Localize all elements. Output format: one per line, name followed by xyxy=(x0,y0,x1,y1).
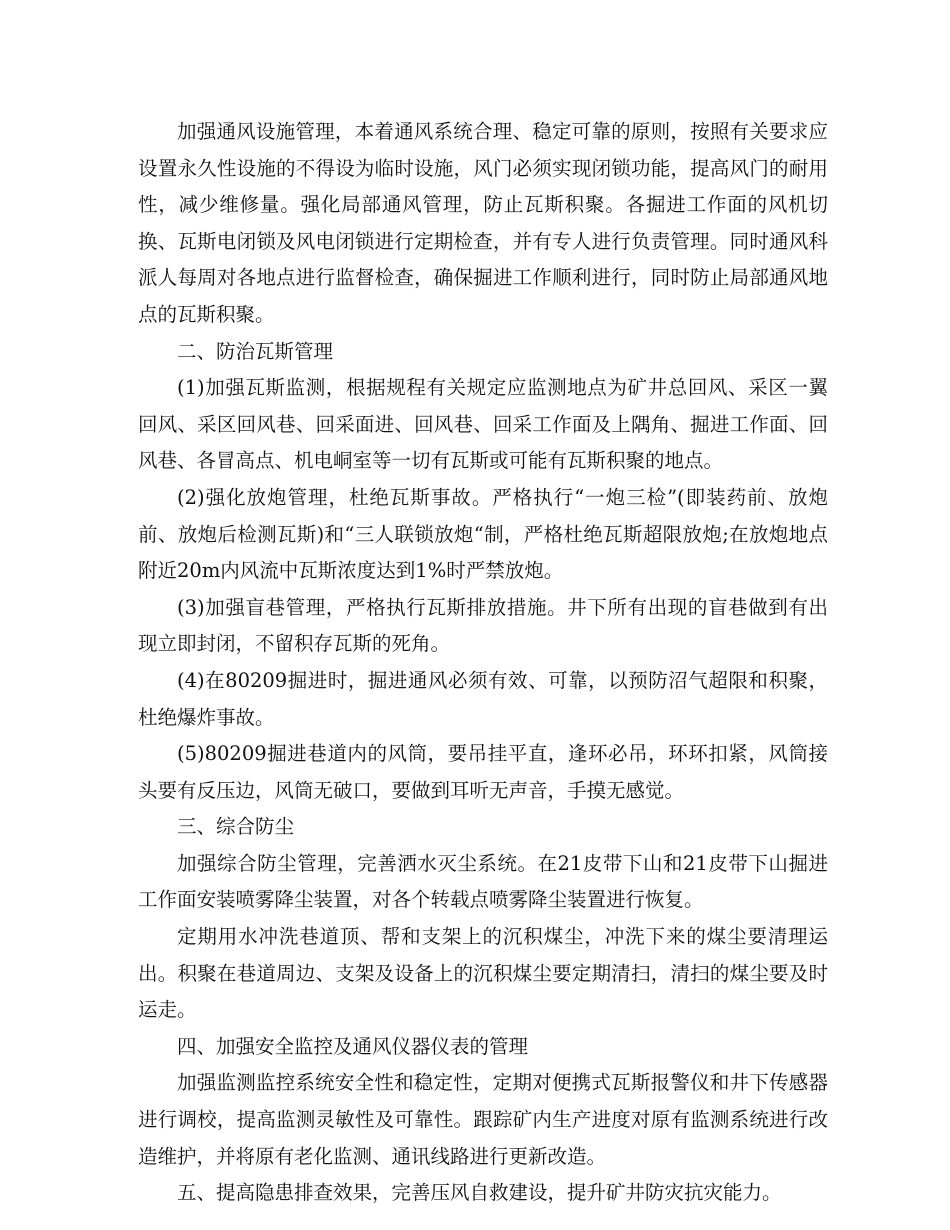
paragraph-80209-air-duct: (5)80209掘进巷道内的风筒，要吊挂平直，逢环必吊，环环扣紧，风筒接头要有反压边，风筒无破口，要做到耳听无声音，手摸无感觉。 xyxy=(138,742,828,802)
section-heading-monitoring-instruments: 四、加强安全监控及通风仪器仪表的管理 xyxy=(177,1034,529,1058)
paragraph-spray-dust: 加强综合防尘管理，完善洒水灭尘系统。在21皮带下山和21皮带下山掘进工作面安装喷雾降尘装置，对各个转载点喷雾降尘装置进行恢复。 xyxy=(138,851,828,912)
section-heading-gas-control: 二、防治瓦斯管理 xyxy=(177,339,334,363)
paragraph-blasting-management: (2)强化放炮管理，杜绝瓦斯事故。严格执行“一炮三检”(即装药前、放炮前、放炮后检测瓦斯)和“三人联锁放炮“制，严格杜绝瓦斯超限放炮;在放炮地点附近20m内风流中瓦斯浓度达到1%时严禁放炮。 xyxy=(138,485,828,583)
section-heading-dust-prevention: 三、综合防尘 xyxy=(177,815,295,839)
paragraph-coal-dust-cleaning: 定期用水冲洗巷道顶、帮和支架上的沉积煤尘，冲洗下来的煤尘要清理运出。积聚在巷道周边、支架及设备上的沉积煤尘要定期清扫，清扫的煤尘要及时运走。 xyxy=(138,925,828,1022)
paragraph-gas-monitoring: (1)加强瓦斯监测，根据规程有关规定应监测地点为矿井总回风、采区一翼回风、采区回风巷、回采面进、回风巷、回采工作面及上隅角、掘进工作面、回风巷、各冒高点、机电峒室等一切有瓦斯或可能有瓦斯积聚的地点。 xyxy=(138,376,828,473)
document-body xyxy=(138,114,828,1212)
paragraph-monitoring-system: 加强监测监控系统安全性和稳定性，定期对便携式瓦斯报警仪和井下传感器进行调校，提高监测灵敏性及可靠性。跟踪矿内生产进度对原有监测系统进行改造维护，并将原有老化监测、通讯线路进行更新改造。 xyxy=(138,1071,828,1168)
section-heading-hazard-inspection: 五、提高隐患排查效果，完善压风自救建设，提升矿井防灾抗灾能力。 xyxy=(177,1181,782,1205)
paragraph-80209-ventilation: (4)在80209掘进时，掘进通风必须有效、可靠，以预防沼气超限和积聚，杜绝爆炸事故。 xyxy=(138,668,828,729)
paragraph-blind-roadway: (3)加强盲巷管理，严格执行瓦斯排放措施。井下所有出现的盲巷做到有出现立即封闭，不留积存瓦斯的死角。 xyxy=(138,595,828,656)
paragraph-ventilation-facilities: 加强通风设施管理，本着通风系统合理、稳定可靠的原则，按照有关要求应设置永久性设施的不得设为临时设施，风门必须实现闭锁功能，提高风门的耐用性，减少维修量。强化局部通风管理，防止瓦斯积聚。各掘进工作面的风机切换、瓦斯电闭锁及风电闭锁进行定期检查，并有专人进行负责管理。同时通风科派人每周对各地点进行监督检查，确保掘进工作顺利进行，同时防止局部通风地点的瓦斯积聚。 xyxy=(138,120,828,326)
